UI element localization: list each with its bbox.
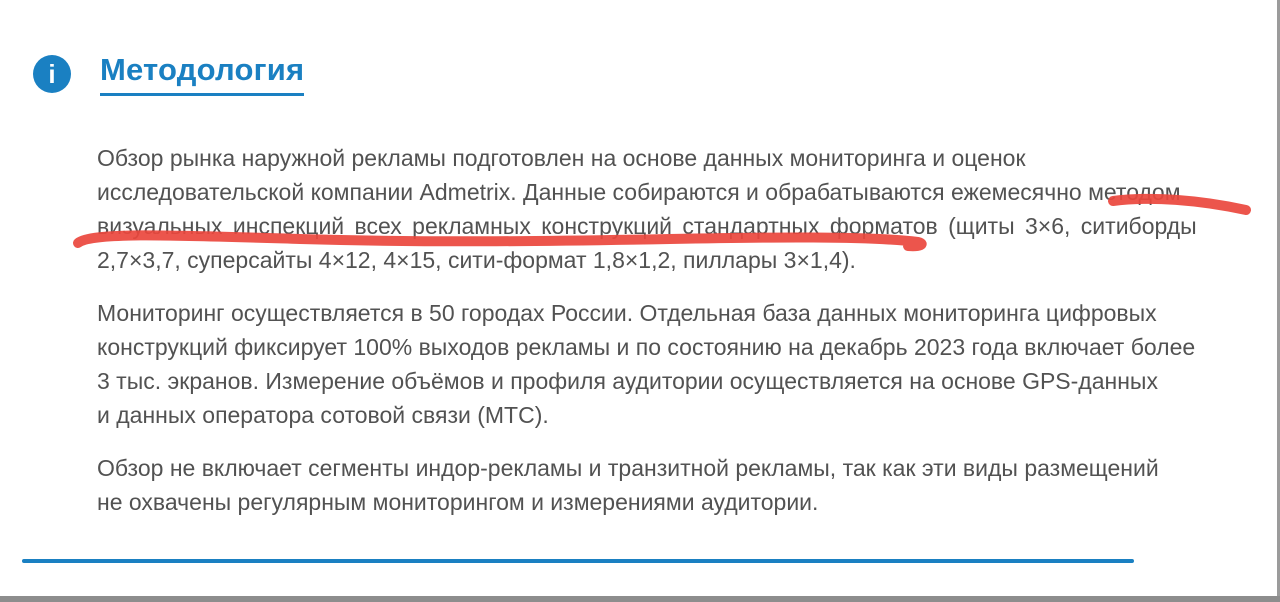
body-text <box>97 141 1257 538</box>
page-title[interactable]: Методология <box>100 52 304 96</box>
paragraph-monitoring-coverage <box>97 296 1257 432</box>
text-line: исследовательской компании Admetrix. Данные собираются и обрабатываются ежемесячно методом <box>97 179 1181 205</box>
window-bottom-border <box>0 596 1280 602</box>
info-icon <box>33 55 71 93</box>
text-line: Мониторинг осуществляется в 50 городах России. Отдельная база данных мониторинга цифровых <box>97 300 1157 326</box>
paragraph-methodology-source <box>97 141 1257 277</box>
text-line: конструкций фиксирует 100% выходов рекламы и по состоянию на декабрь 2023 года включает более <box>97 334 1196 360</box>
bottom-divider-line <box>22 559 1134 563</box>
text-line: Обзор рынка наружной рекламы подготовлен на основе данных мониторинга и оценок <box>97 145 1026 171</box>
text-line: визуальных инспекций всех рекламных конструкций стандартных форматов (щиты 3×6, ситиборды <box>97 213 1197 239</box>
paragraph-exclusions <box>97 451 1257 519</box>
text-line: и данных оператора сотовой связи (МТС). <box>97 402 549 428</box>
text-line: не охвачены регулярным мониторингом и измерениями аудитории. <box>97 489 819 515</box>
text-line: 2,7×3,7, суперсайты 4×12, 4×15, сити-формат 1,8×1,2, пиллары 3×1,4). <box>97 247 856 273</box>
info-icon-glyph: i <box>48 59 56 89</box>
text-line: 3 тыс. экранов. Измерение объёмов и профиля аудитории осуществляется на основе GPS-данных <box>97 368 1158 394</box>
text-line: Обзор не включает сегменты индор-рекламы и транзитной рекламы, так как эти виды размещений <box>97 455 1159 481</box>
